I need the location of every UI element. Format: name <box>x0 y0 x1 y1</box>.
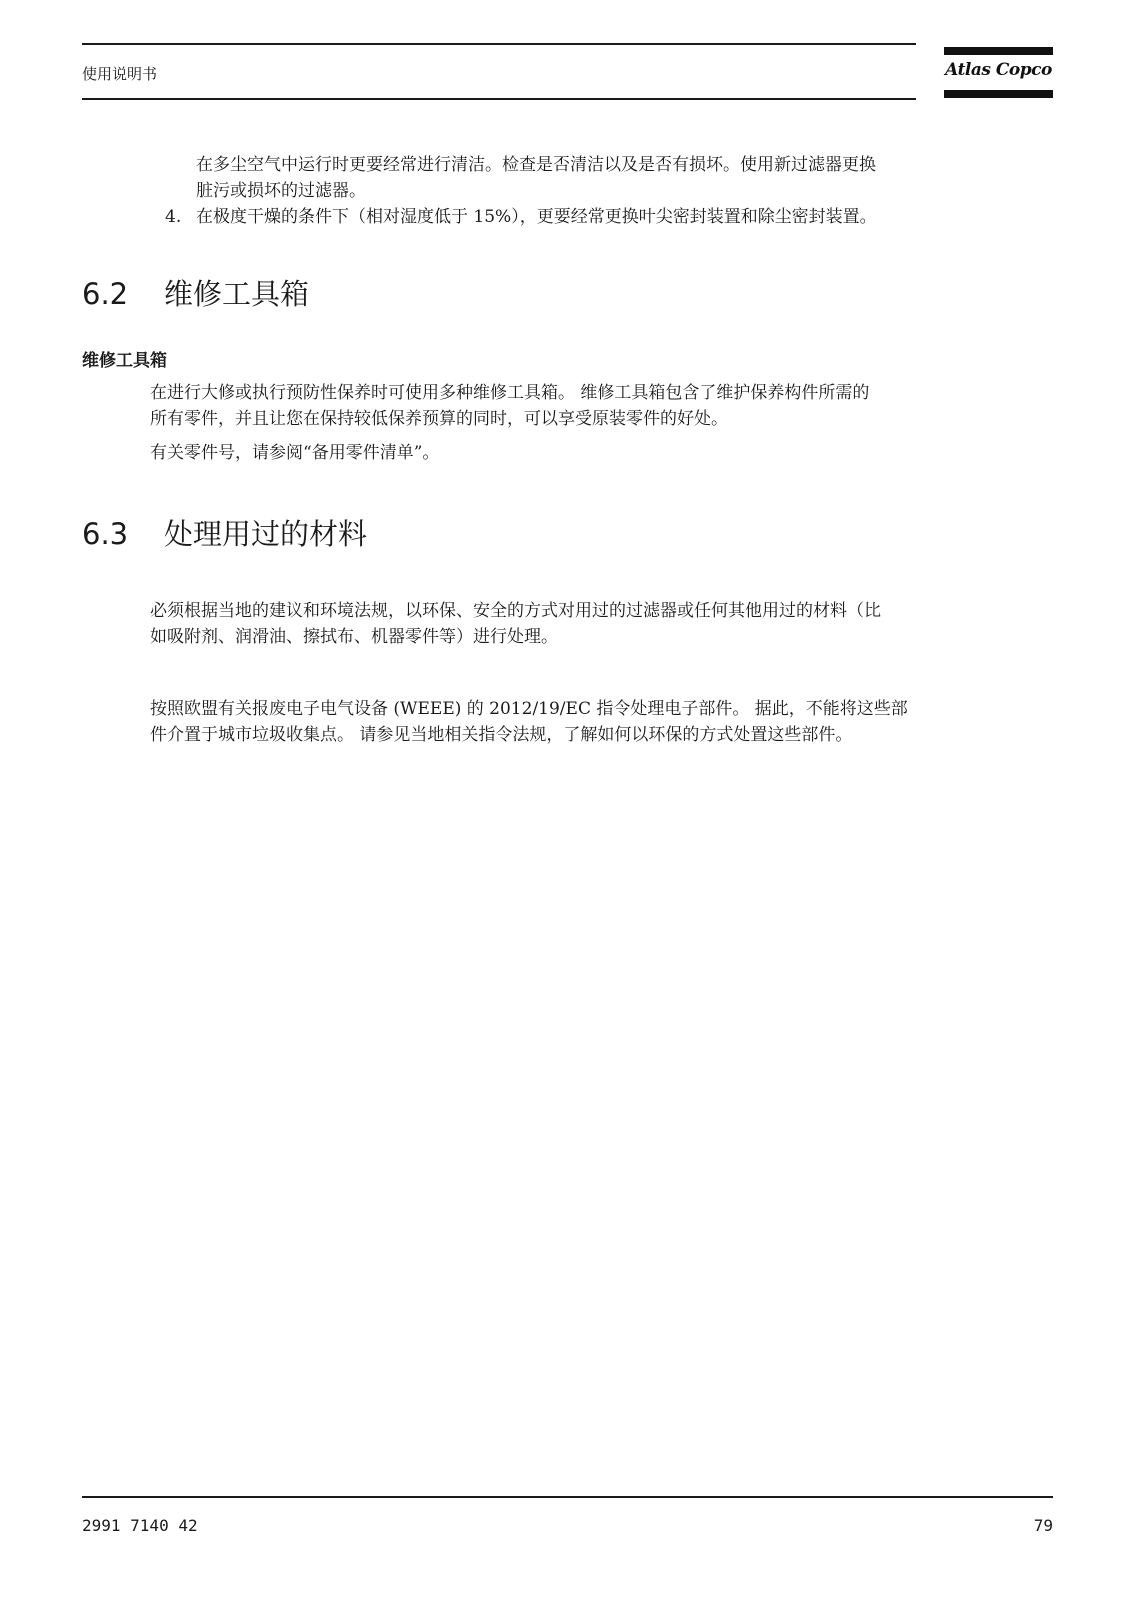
logo-wordmark: Atlas Copco <box>945 60 1052 80</box>
section-6-2-para2: 有关零件号，请参阅“备用零件清单”。 <box>150 443 440 463</box>
section-6-2-subheading: 维修工具箱 <box>82 351 167 371</box>
section-6-2-title: 维修工具箱 <box>164 277 310 311</box>
section-6-2-heading <box>82 272 309 313</box>
intro-line-1: 在多尘空气中运行时更要经常进行清洁。检查是否清洁以及是否有损坏。使用新过滤器更换 <box>196 155 876 175</box>
section-6-2-para1-line2: 所有零件，并且让您在保持较低保养预算的同时，可以享受原装零件的好处。 <box>150 409 728 429</box>
section-6-2-para1-line1: 在进行大修或执行预防性保养时可使用多种维修工具箱。 维修工具箱包含了维护保养构件所需的 <box>150 383 870 403</box>
section-6-3-number: 6.3 <box>82 517 129 551</box>
header-rule-top <box>82 43 916 45</box>
section-6-2-number: 6.2 <box>82 277 129 311</box>
list-item-4-text: 在极度干燥的条件下（相对湿度低于 15%），更要经常更换叶尖密封装置和除尘密封装置。 <box>196 207 877 227</box>
header-rule-bottom <box>82 98 916 100</box>
intro-line-2: 脏污或损坏的过滤器。 <box>196 181 366 201</box>
section-6-3-para2-line1: 按照欧盟有关报废电子电气设备 (WEEE) 的 2012/19/EC 指令处理电子部件。 据此，不能将这些部 <box>150 699 908 719</box>
section-6-3-heading <box>82 512 367 553</box>
logo-bar-top <box>944 47 1053 55</box>
footer-page-number: 79 <box>1033 1516 1053 1535</box>
section-6-3-para1-line1: 必须根据当地的建议和环境法规，以环保、安全的方式对用过的过滤器或任何其他用过的材料（比 <box>150 601 881 621</box>
logo-bar-bottom <box>944 90 1053 98</box>
footer-doc-number: 2991 7140 42 <box>82 1516 198 1535</box>
section-6-3-para2-line2: 件介置于城市垃圾收集点。 请参见当地相关指令法规，了解如何以环保的方式处置这些部件。 <box>150 725 853 745</box>
section-6-3-para1-line2: 如吸附剂、润滑油、擦拭布、机器零件等）进行处理。 <box>150 627 558 647</box>
list-item-4-number: 4. <box>165 207 182 227</box>
footer-rule <box>82 1496 1053 1498</box>
atlas-copco-logo <box>944 47 1053 102</box>
section-6-3-title: 处理用过的材料 <box>164 517 368 551</box>
header-title: 使用说明书 <box>82 65 158 83</box>
